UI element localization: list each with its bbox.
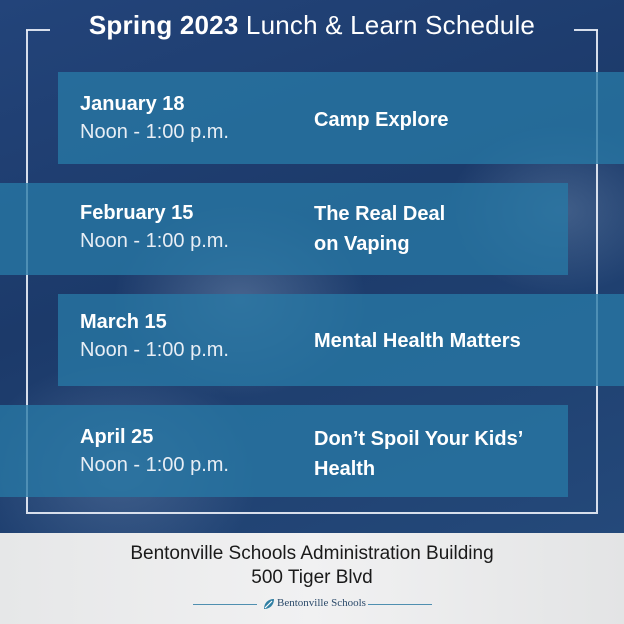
event-topic-line: Mental Health Matters xyxy=(314,330,521,352)
leaf-logo-icon xyxy=(262,597,276,611)
logo-rule-right xyxy=(368,604,432,605)
title-season: Spring 2023 xyxy=(88,10,239,40)
event-row-1 xyxy=(58,72,624,164)
event-date: February 15 xyxy=(80,202,194,224)
event-topic xyxy=(314,424,523,484)
event-topic xyxy=(314,326,521,356)
event-row-4 xyxy=(0,405,568,497)
event-date: January 18 xyxy=(80,93,185,115)
event-topic xyxy=(314,199,445,259)
event-topic-line: Camp Explore xyxy=(314,109,449,131)
event-time: Noon - 1:00 p.m. xyxy=(80,230,229,252)
event-row-2 xyxy=(0,183,568,275)
page-title xyxy=(0,10,624,41)
event-topic-line: Don’t Spoil Your Kids’ xyxy=(314,428,524,450)
footer-logo xyxy=(0,595,624,615)
logo-text: Bentonville Schools xyxy=(277,597,366,609)
event-topic-line: on Vaping xyxy=(314,233,410,255)
event-topic xyxy=(314,105,448,135)
event-topic-line: Health xyxy=(314,458,376,480)
event-row-3 xyxy=(58,294,624,386)
event-time: Noon - 1:00 p.m. xyxy=(80,121,229,143)
footer xyxy=(0,533,624,624)
footer-address: 500 Tiger Blvd xyxy=(251,567,373,588)
event-topic-line: The Real Deal xyxy=(314,203,446,225)
logo-rule-left xyxy=(193,604,257,605)
event-date: April 25 xyxy=(80,426,154,448)
event-time: Noon - 1:00 p.m. xyxy=(80,339,229,361)
event-time: Noon - 1:00 p.m. xyxy=(80,454,229,476)
footer-location: Bentonville Schools Administration Building xyxy=(130,543,494,564)
event-date: March 15 xyxy=(80,311,167,333)
title-subject: Lunch & Learn Schedule xyxy=(245,10,536,40)
